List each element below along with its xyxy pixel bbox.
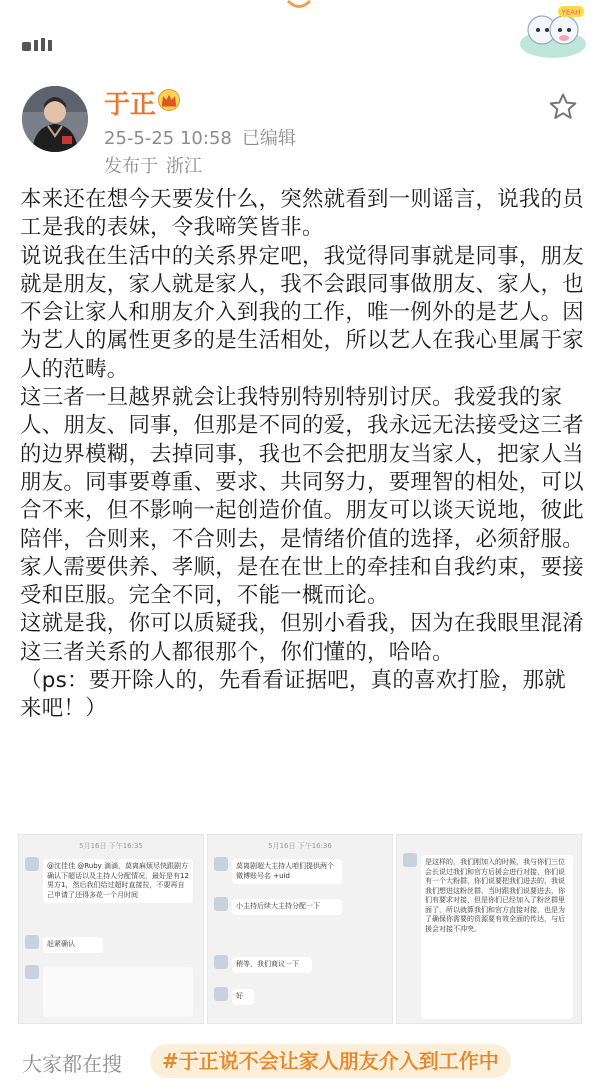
- chat-message: @沈佳佳 @Ruby 滴滴，莫离麻烦尽快跟剧方确认下超话以及主持人分配情况，最好是有12男方1，然后我们给过超时直接拉，不要再自己申请了还得多花一个月时间: [43, 859, 193, 903]
- crown-icon: [157, 89, 181, 111]
- chat-message: 好: [232, 989, 254, 1005]
- post-paragraph: 本来还在想今天要发什么，突然就看到一则谣言，说我的员工是我的表妹，令我啼笑皆非。: [20, 187, 584, 241]
- chat-avatar: [25, 935, 39, 949]
- author-avatar[interactable]: [22, 86, 88, 152]
- chat-message: 小主持后续大主持分配一下: [232, 899, 342, 915]
- location-name: 浙江: [166, 156, 202, 177]
- swipe-indicator-icon: [286, 0, 312, 10]
- hot-search-topic-link[interactable]: #于正说不会让家人朋友介入到工作中: [150, 1044, 511, 1078]
- star-icon[interactable]: [548, 92, 578, 122]
- location-prefix: 发布于: [104, 156, 158, 177]
- chat-avatar: [403, 853, 417, 867]
- chat-message: 莫离剧超大主持人咱们提供两个微博账号名 +uid: [232, 859, 342, 884]
- post-image-chat-2[interactable]: [207, 834, 393, 1024]
- chat-avatar: [214, 897, 228, 911]
- chat-card: [43, 967, 193, 1017]
- top-bar: [0, 0, 600, 68]
- author-name[interactable]: 于正: [104, 90, 157, 120]
- chat-avatar: [214, 987, 228, 1001]
- post-paragraph: （ps：要开除人的，先看看证据吧，真的喜欢打脸，那就来吧！）: [20, 668, 566, 722]
- post-timestamp: 25-5-25 10:58: [104, 128, 232, 149]
- chat-message: 稍等，我们商议一下: [232, 957, 312, 973]
- post-paragraph: 说说我在生活中的关系界定吧，我觉得同事就是同事，朋友就是朋友，家人就是家人，我不会跟同事做朋友、家人，也不会让家人和朋友介入到我的工作，唯一例外的是艺人。因为艺人的属性更多的是生活相处，所以艺人在我心里属于家人的范畴。: [20, 243, 584, 382]
- chat-avatar: [25, 857, 39, 871]
- chat-avatar: [214, 857, 228, 871]
- chat-avatar: [25, 965, 39, 979]
- post-meta: [104, 124, 306, 150]
- post-paragraph: 这就是我，你可以质疑我，但别小看我，因为在我眼里混淆这三者关系的人都很那个，你们懂的，哈哈。: [20, 611, 584, 665]
- post-images: [18, 834, 582, 1024]
- post-location: [104, 152, 210, 178]
- chat-avatar: [214, 955, 228, 969]
- brand-mascot-logo: [518, 0, 588, 62]
- hot-search-label: 大家都在搜: [22, 1052, 122, 1076]
- chat-message: 是这样的，我们刚加入的时候，我与你们三位会长说过我们和官方后援会进行对接，你们说有一个大粉群，你们说要把我们进去的，我说我们想进这粉丝群，当时跟我们说要进去，你们有要求对接，但是你们已经加入了粉丝群里面了，所以就算我们和官方直接对接，也是为了确保你需要的资源要有效全面的传达，与后援会对接不冲突。: [421, 855, 573, 1019]
- post-image-chat-1[interactable]: [18, 834, 204, 1024]
- chat-time: 5月16日 下午16:35: [79, 842, 143, 850]
- chat-message: 赶紧确认: [43, 937, 103, 953]
- edited-label[interactable]: 已编辑: [241, 128, 296, 149]
- chat-time: 5月16日 下午16:36: [268, 842, 332, 850]
- post-image-chat-3[interactable]: [396, 834, 582, 1024]
- svg-text:YEAH: YEAH: [561, 8, 581, 17]
- post-paragraph: 这三者一旦越界就会让我特别特别特别讨厌。我爱我的家人、朋友、同事，但那是不同的爱，我永远无法接受这三者的边界模糊，去掉同事，我也不会把朋友当家人，把家人当朋友。同事要尊重、要求、共同努力，要理智的相处，可以合不来，但不影响一起创造价值。朋友可以谈天说地，彼此陪伴，合则来，不合则去，是情绪价值的选择，必须舒服。家人需要供养、孝顺，是在在世上的牵挂和自我约束，要接受和臣服。完全不同，不能一概而论。: [20, 385, 584, 609]
- status-bars-icon: [22, 38, 62, 52]
- avatar-image: [22, 86, 88, 152]
- post-text: [20, 186, 586, 724]
